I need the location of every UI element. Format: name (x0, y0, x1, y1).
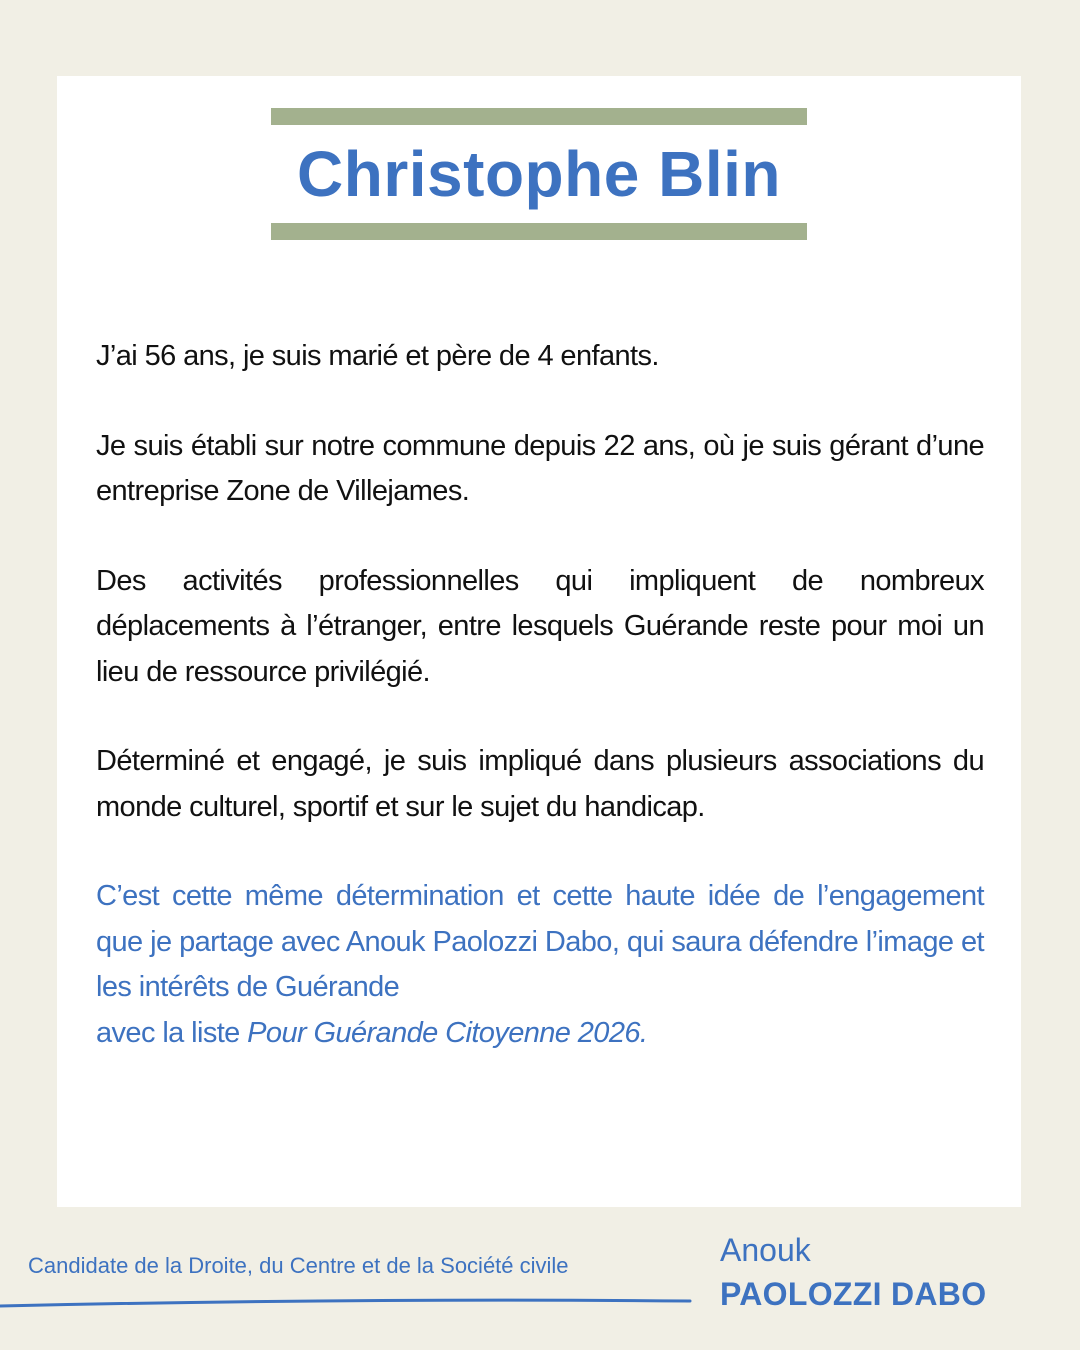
endorsement-list-line (96, 1011, 984, 1057)
footer-tagline: Candidate de la Droite, du Centre et de la Société civile (28, 1253, 569, 1278)
endorsement-list-name: Pour Guérande Citoyenne 2026. (247, 1016, 648, 1049)
paragraph-professional-activities: Des activités professionnelles qui impliquent de nombreux déplacements à l’étranger, entre lesquels Guérande reste pour moi un lieu de ressource privilégié. (96, 564, 984, 688)
content-card (57, 76, 1021, 1207)
paragraph-age-family: J’ai 56 ans, je suis marié et père de 4 enfants. (96, 340, 659, 372)
candidate-last-name: PAOLOZZI DABO (720, 1276, 987, 1312)
footer-candidate-name (720, 1232, 986, 1314)
page-title: Christophe Blin (297, 138, 781, 210)
endorsement-main-text: C’est cette même détermination et cette haute idée de l’engagement que je partage avec Anouk Paolozzi Dabo, qui saura défendre l’image et les intérêts de Guérande (96, 880, 984, 1003)
paragraph-engagement: Déterminé et engagé, je suis impliqué dans plusieurs associations du monde culturel, sportif et sur le sujet du handicap. (96, 745, 984, 823)
title-top-bar (271, 108, 807, 125)
footer-underline (0, 1296, 700, 1310)
title-block (271, 108, 807, 240)
title-bottom-bar (271, 223, 807, 240)
endorsement-list-prefix: avec la liste (96, 1016, 248, 1049)
candidate-first-name: Anouk (720, 1232, 811, 1268)
body-text (96, 334, 984, 1100)
paragraph-work-location: Je suis établi sur notre commune depuis 22 ans, où je suis gérant d’une entreprise Zone de Villejames. (96, 429, 984, 507)
paragraph-endorsement (96, 874, 984, 1056)
